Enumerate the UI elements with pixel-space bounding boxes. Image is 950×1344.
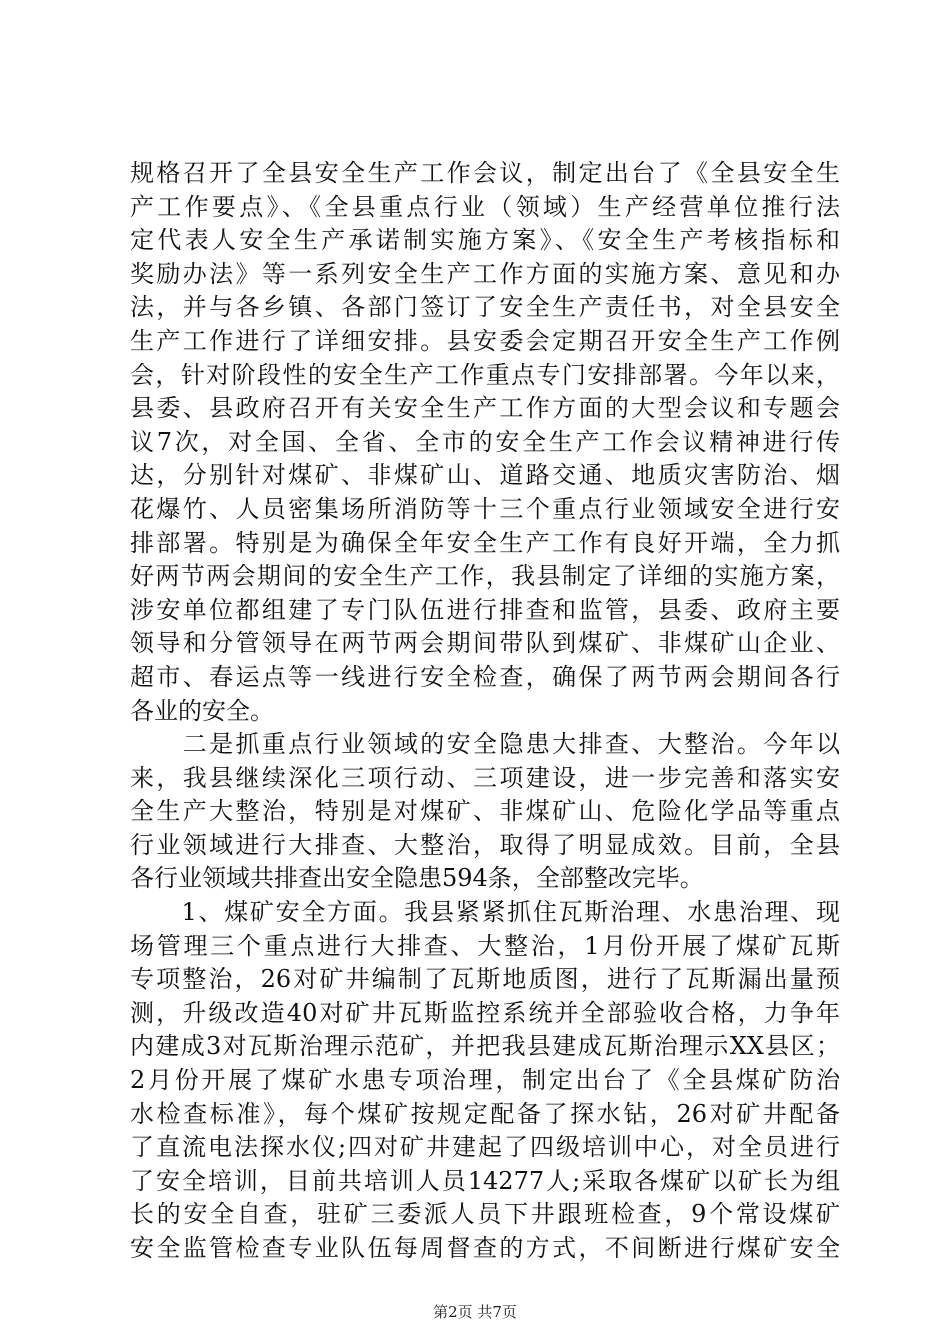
text-line: 二是抓重点行业领域的安全隐患大排查、大整治。今年以 (130, 730, 840, 759)
text-line: 领导和分管领导在两节两会期间带队到煤矿、非煤矿山企业、 (130, 629, 840, 658)
text-line: 好两节两会期间的安全生产工作，我县制定了详细的实施方案， (130, 562, 840, 591)
text-line: 各业的安全。 (130, 696, 274, 725)
page-number: 第2页 (433, 1303, 473, 1321)
text-line: 长的安全自查，驻矿三委派人员下井跟班检查，9个常设煤矿 (130, 1200, 840, 1229)
text-line: 全生产大整治，特别是对煤矿、非煤矿山、危险化学品等重点 (130, 797, 840, 826)
text-line: 议7次，对全国、全省、全市的安全生产工作会议精神进行传 (130, 427, 840, 456)
text-line: 超市、春运点等一线进行安全检查，确保了两节两会期间各行 (130, 662, 840, 691)
text-line: 县委、县政府召开有关安全生产工作方面的大型会议和专题会 (130, 394, 840, 423)
text-line: 各行业领域共排查出安全隐患594条，全部整改完毕。 (130, 864, 704, 893)
text-line: 生产工作进行了详细安排。县安委会定期召开安全生产工作例 (130, 326, 840, 355)
text-line: 安全监管检查专业队伍每周督查的方式，不间断进行煤矿安全 (130, 1234, 840, 1262)
text-line: 1、煤矿安全方面。我县紧紧抓住瓦斯治理、水患治理、现 (130, 898, 840, 927)
document-body (130, 157, 840, 1266)
page-total: 共7页 (477, 1303, 517, 1321)
text-line: 来，我县继续深化三项行动、三项建设，进一步完善和落实安 (130, 763, 840, 792)
text-line: 排部署。特别是为确保全年安全生产工作有良好开端，全力抓 (130, 528, 840, 557)
text-line: 测，升级改造40对矿井瓦斯监控系统并全部验收合格，力争年 (130, 998, 840, 1027)
text-line: 产工作要点》、《全县重点行业（领域）生产经营单位推行法 (130, 192, 840, 221)
text-line: 行业领域进行大排查、大整治，取得了明显成效。目前，全县 (130, 830, 840, 859)
text-line: 达，分别针对煤矿、非煤矿山、道路交通、地质灾害防治、烟 (130, 461, 840, 490)
page-footer (0, 1302, 950, 1322)
text-line: 涉安单位都组建了专门队伍进行排查和监管，县委、政府主要 (130, 595, 840, 624)
text-line: 2月份开展了煤矿水患专项治理，制定出台了《全县煤矿防治 (130, 1066, 840, 1095)
text-line: 规格召开了全县安全生产工作会议，制定出台了《全县安全生 (130, 159, 840, 187)
text-line: 内建成3对瓦斯治理示范矿，并把我县建成瓦斯治理示XX县区； (130, 1032, 840, 1061)
text-line: 定代表人安全生产承诺制实施方案》、《安全生产考核指标和 (130, 226, 840, 255)
text-line: 场管理三个重点进行大排查、大整治，1月份开展了煤矿瓦斯 (130, 931, 840, 960)
text-line: 奖励办法》等一系列安全生产工作方面的实施方案、意见和办 (130, 259, 840, 288)
text-line: 水检查标准》，每个煤矿按规定配备了探水钻，26对矿井配备 (130, 1099, 840, 1128)
text-line: 专项整治，26对矿井编制了瓦斯地质图，进行了瓦斯漏出量预 (130, 965, 840, 994)
text-line: 法，并与各乡镇、各部门签订了安全生产责任书，对全县安全 (130, 293, 840, 322)
text-line: 了安全培训，目前共培训人员14277人;采取各煤矿以矿长为组 (130, 1166, 840, 1195)
text-line: 了直流电法探水仪;四对矿井建起了四级培训中心，对全员进行 (130, 1133, 840, 1162)
text-line: 会，针对阶段性的安全生产工作重点专门安排部署。今年以来， (130, 360, 840, 389)
text-line: 花爆竹、人员密集场所消防等十三个重点行业领域安全进行安 (130, 494, 840, 523)
